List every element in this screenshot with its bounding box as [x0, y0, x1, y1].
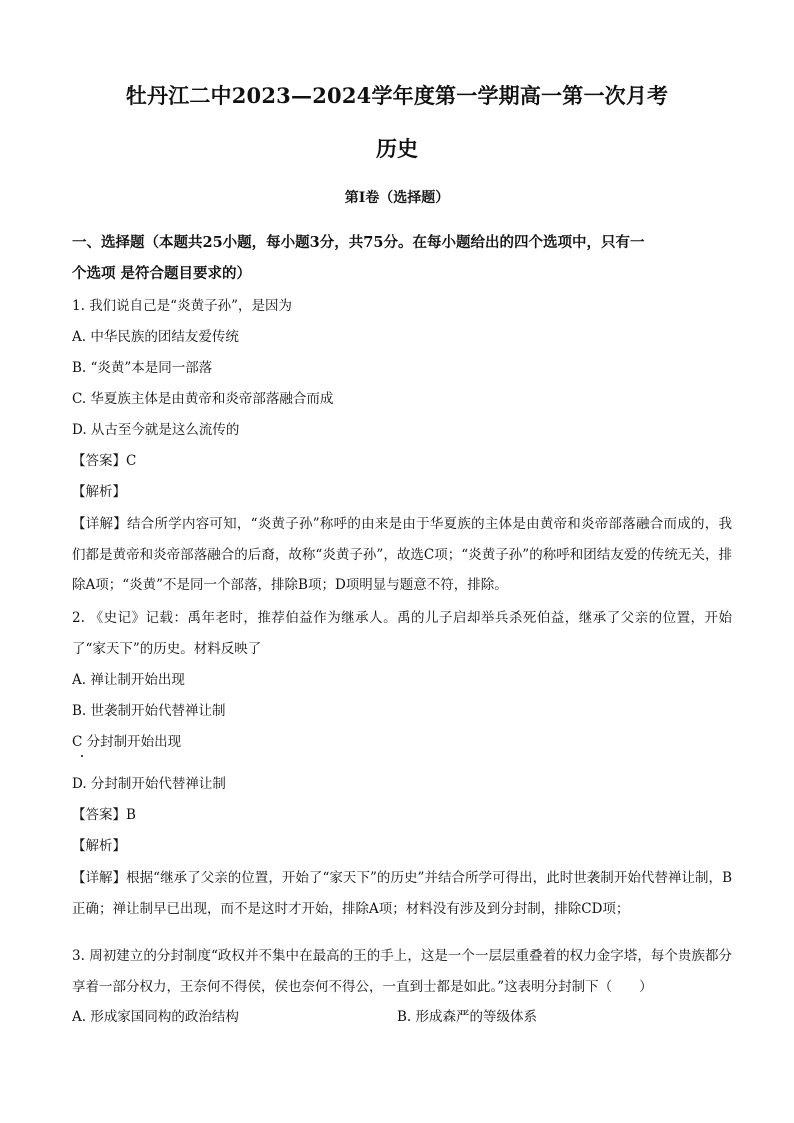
question-2-answer: 【答案】B — [72, 807, 136, 823]
question-2-option-d: D. 分封制开始代替禅让制 — [72, 776, 226, 792]
question-1-detail: 【详解】结合所学内容可知，“炎黄子孙”称呼的由来是由于华夏族的主体是由黄帝和炎帝部落融合而成的，我们都是黄帝和炎帝部落融合的后裔，故称“炎黄子孙”，故选C项；“炎黄子孙”的称呼和团结友爱的传统无关，排除A项；“炎黄”不是同一个部落，排除B项；D项明显与题意不符，排除。 — [72, 516, 732, 593]
question-1-option-c: C. 华夏族主体是由黄帝和炎帝部落融合而成 — [72, 391, 334, 407]
section-heading-line2: 个选项 是符合题目要求的） — [72, 265, 252, 282]
exam-title: 牡丹江二中2023—2024学年度第一学期高一第一次月考 — [125, 83, 669, 108]
question-2-option-b: B. 世袭制开始代替禅让制 — [72, 703, 226, 719]
section-heading-line1: 一、选择题（本题共25小题，每小题3分，共75分。在每小题给出的四个选项中，只有一 — [72, 234, 645, 251]
question-1-option-d: D. 从古至今就是这么流传的 — [72, 422, 240, 438]
question-1-analysis-label: 【解析】 — [72, 484, 126, 500]
question-3-stem: 3. 周初建立的分封制度“政权并不集中在最高的王的手上，这是一个一层层重叠着的权力金字塔，每个贵族都分享着一部分权力，王奈何不得侯，侯也奈何不得公，一直到士都是如此。”这表明分封制下（ ） — [72, 948, 732, 995]
question-2-option-c: C 分封制开始出现 — [72, 734, 182, 750]
question-3-option-b: B. 形成森严的等级体系 — [397, 1009, 538, 1025]
question-2-option-a: A. 禅让制开始出现 — [72, 672, 185, 688]
question-3-options-row — [72, 1007, 732, 1027]
question-1-option-a: A. 中华民族的团结友爱传统 — [72, 329, 239, 345]
question-2-stem: 2. 《史记》记载：禹年老时，推荐伯益作为继承人。禹的儿子启却举兵杀死伯益，继承了父亲的位置，开始了“家天下”的历史。材料反映了 — [72, 610, 732, 657]
question-2-detail: 【详解】根据“继承了父亲的位置，开始了“家天下”的历史”并结合所学可得出，此时世袭制开始代替禅让制，B正确；禅让制早已出现，而不是这时才开始，排除A项；材料没有涉及到分封制，排除CD项； — [72, 870, 732, 917]
decorative-dot — [81, 755, 83, 757]
volume-title: 第Ⅰ卷（选择题） — [344, 190, 450, 206]
question-2-analysis-label: 【解析】 — [72, 838, 126, 854]
question-3-option-a: A. 形成家国同构的政治结构 — [72, 1009, 239, 1025]
subject-title: 历史 — [376, 136, 418, 161]
question-1-stem: 1. 我们说自己是“炎黄子孙”，是因为 — [72, 298, 292, 314]
question-1-answer: 【答案】C — [72, 453, 137, 469]
question-1-option-b: B. “炎黄”本是同一部落 — [72, 360, 213, 376]
